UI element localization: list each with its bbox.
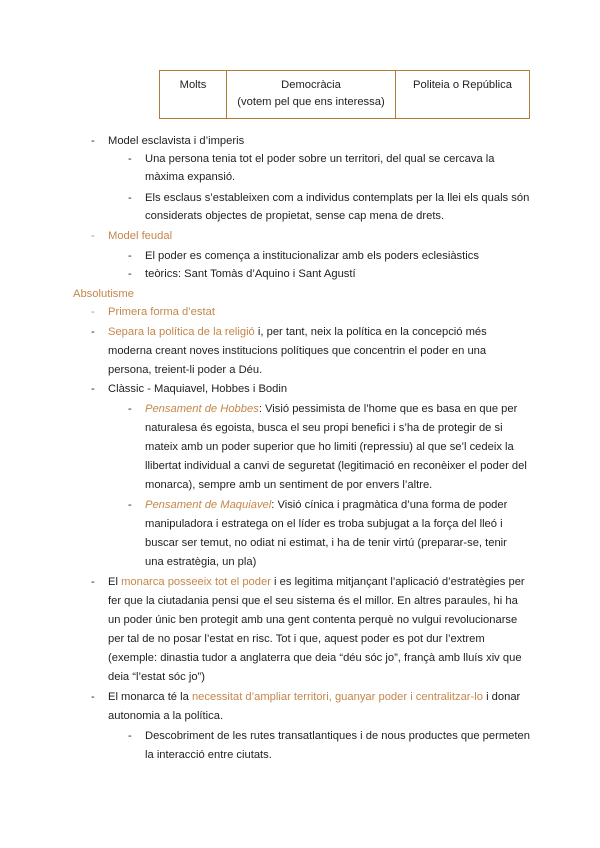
body-text: fer que la ciutadania pensi que el seu sistema és el millor. En altres paraules, hi ha: [108, 595, 518, 607]
body-text: buscar ser temut, no odiat ni estimat, i ha de tenir virtú (preparar-se, tenir: [145, 537, 507, 549]
list-item-monarca-poder: [108, 574, 525, 591]
list-item-classic: Clàssic - Maquiavel, Hobbes i Bodin: [108, 383, 288, 395]
body-text: : Visió cínica i pragmàtica d’una forma de poder: [271, 499, 508, 511]
list-item-model-esclavista: Model esclavista i d’imperis: [108, 135, 245, 147]
body-text: El monarca té la: [108, 691, 192, 703]
body-text: El: [108, 576, 122, 588]
list-subitem-text: considerats objectes de propietat, sense cap mena de drets.: [145, 210, 445, 222]
highlight-text: Pensament de Maquiavel: [145, 499, 272, 511]
body-text: i es legitima mitjançant l’aplicació d’estratègies per: [270, 576, 525, 588]
cell-text: Politeia o República: [413, 79, 512, 91]
body-text: manipuladora i estratega on el líder es troba subjugat a la força del lleó i: [145, 518, 503, 530]
body-text: llibertat individual a canvi de seguretat (legitimació en reconèixer el poder del: [145, 460, 527, 472]
list-subitem-text: Descobriment de les rutes transatlantiques i de nous productes que permeten: [145, 730, 530, 742]
list-subitem-text: El poder es comença a institucionalizar amb els poders eclesiàstics: [145, 250, 479, 262]
list-subitem-text: Una persona tenia tot el poder sobre un territori, del qual se cercava la: [145, 153, 495, 165]
table-cell-molts: [160, 71, 227, 119]
table-cell-politeia: [396, 71, 530, 119]
bullet-dash: -: [91, 135, 95, 147]
body-text: monarca), sempre amb un sentiment de por envers l’altre.: [145, 479, 433, 491]
highlight-text: Separa la política de la religió: [108, 326, 255, 338]
bullet-dash: -: [91, 326, 95, 338]
body-text: deia “l’estat sóc jo”): [108, 671, 205, 683]
list-item-separa-politica: [108, 324, 487, 341]
cell-text: Molts: [179, 79, 207, 91]
table-cell-democracia: [227, 71, 396, 119]
body-text: i, per tant, neix la política en la concepció més: [254, 326, 487, 338]
highlight-text: necessitat d’ampliar territori, guanyar poder i centralitzar-lo: [191, 691, 483, 703]
list-subitem-text: la interacció entre ciutats.: [145, 749, 272, 761]
list-item-monarca-necessitat: [108, 689, 520, 706]
cell-text: (votem pel que ens interessa): [237, 96, 385, 108]
body-text: mateix amb un poder superior que ho limiti (repressiu) al que se’l cedeix la: [145, 441, 514, 453]
bullet-dash: -: [128, 730, 132, 742]
bullet-dash: -: [128, 250, 132, 262]
list-subitem-text: màxima expansió.: [145, 171, 236, 183]
body-text: moderna creant noves institucions polítiques que concentrin el poder en una: [108, 345, 487, 357]
list-item-primera-forma: Primera forma d’estat: [108, 306, 215, 318]
bullet-dash: -: [128, 268, 132, 280]
body-text: una estratègia, un pla): [145, 556, 257, 568]
bullet-dash: -: [128, 153, 132, 165]
highlight-text: monarca posseeix tot el poder: [121, 576, 271, 588]
body-text: per tal de no posar l’estat en risc. Tot i que, aquest poder es pot dur l’extrem: [108, 633, 485, 645]
list-subitem-text: Els esclaus s’estableixen com a individus contemplats per la llei els quals són: [145, 192, 530, 204]
list-subitem-maquiavel: [145, 497, 507, 514]
body-text: un poder únic ben protegit amb una gent contenta perquè no vulgui revolucionarse: [108, 614, 518, 626]
bullet-dash: -: [128, 403, 132, 415]
body-text: naturalesa és egoista, busca el seu propi benefici i s’ha de protegir de si: [145, 422, 503, 434]
body-text: (exemple: dinastia tudor a anglaterra que deia “déu sóc jo”, françà amb lluís xiv que: [108, 652, 522, 664]
body-text: persona, treient-li poder a Déu.: [108, 364, 263, 376]
bullet-dash: -: [91, 691, 95, 703]
list-subitem-hobbes: [145, 401, 517, 418]
section-heading-absolutisme: Absolutisme: [73, 288, 134, 300]
highlight-text: Pensament de Hobbes: [145, 403, 259, 415]
bullet-dash: -: [91, 230, 95, 242]
body-text: i donar: [482, 691, 521, 703]
list-subitem-text: teòrics: Sant Tomàs d’Aquino i Sant Agustí: [145, 268, 356, 280]
bullet-dash: -: [91, 576, 95, 588]
table-row: [160, 71, 530, 119]
bullet-dash: -: [128, 192, 132, 204]
bullet-dash: -: [91, 306, 95, 318]
list-item-model-feudal: Model feudal: [108, 230, 173, 242]
cell-text: Democràcia: [281, 79, 341, 91]
government-forms-table: [159, 70, 530, 119]
body-text: autonomia a la política.: [108, 710, 224, 722]
bullet-dash: -: [128, 499, 132, 511]
body-text: : Visió pessimista de l’home que es basa en que per: [258, 403, 518, 415]
bullet-dash: -: [91, 383, 95, 395]
